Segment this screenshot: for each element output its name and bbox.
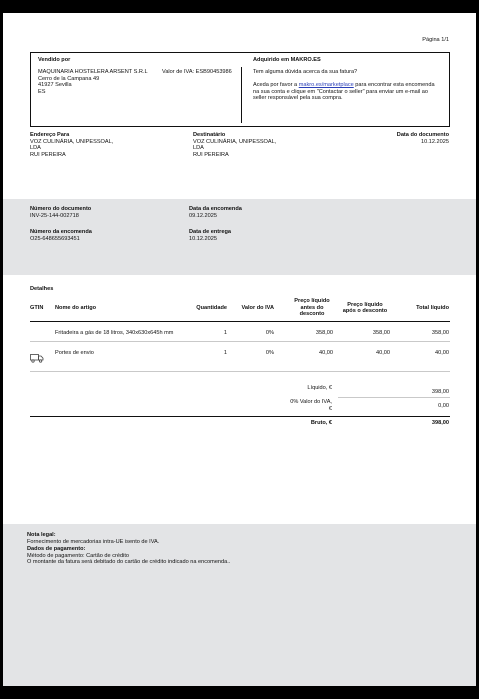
acquired-line3: seller responsável pela sua compra. [253,95,343,101]
doc-date-value: 10.12.2025 [421,138,449,145]
box-divider [241,67,242,123]
row2-qty: 1 [223,350,227,356]
acquired-question: Tem alguma dúvida acerca da sua fatura? [253,69,358,75]
net-label: Líquido, € [307,385,332,391]
order-number-label: Número da encomenda [30,229,92,235]
row1-vat: 0% [265,330,274,336]
delivery-date: 10.12.2025 [189,235,217,242]
acquired-line1: Aceda por favor a makro.es/marketplace para encontrar esta encomenda [253,82,435,88]
row2-after: 40,00 [376,350,390,356]
row1-name: Fritadeira a gás de 18 litros, 340x630x645h mm [55,330,174,336]
payment-heading: Dados de pagamento: [27,546,86,552]
net-divider [338,397,450,398]
col-name: Nome do artigo [55,305,97,311]
seller-city: 41927 Sevilla [38,82,72,88]
row2-divider [30,371,450,372]
net-value: 398,00 [431,389,449,395]
row1-divider [30,341,450,342]
order-date: 09.12.2025 [189,212,217,219]
col-gtin: GTIN [30,305,44,311]
row2-vat: 0% [265,350,274,356]
totals-rule [30,416,450,417]
legal-text: Fornecimento de mercadorias intra-UE isento de IVA. [27,538,160,545]
billing-line2: LDA [30,145,41,151]
seller-heading: Vendido por [38,57,71,63]
legal-heading: Nota legal: [27,532,56,538]
acquired-heading: Adquirido em MAKRO.ES [253,57,321,63]
table-header-rule [30,321,450,322]
billing-line1: VOZ CULINÁRIA, UNIPESSOAL, [30,138,114,145]
marketplace-link[interactable]: makro.es/marketplace [298,82,354,88]
row2-total: 40,00 [435,350,449,356]
row1-total: 358,00 [431,330,449,336]
col-after-1: Preço líquido [347,301,383,308]
seller-vat: Valor de IVA: ESB90453986 [162,69,232,75]
truck-icon [30,350,44,360]
col-qty: Quantidade [196,305,227,311]
vat-value: 0,00 [438,403,449,409]
invoice-page [3,13,476,686]
page-number: Página 1/1 [422,37,449,43]
payment-method: Método de pagamento: Cartão de crédito [27,552,129,559]
col-before-3: desconto [299,311,325,317]
seller-box [30,52,450,127]
billing-line3: RUI PEREIRA [30,151,66,158]
col-vat: Valor do IVA [241,305,274,311]
col-after-2: após o desconto [342,308,388,314]
order-number: O25-648655693451 [30,235,80,242]
row1-qty: 1 [223,330,227,336]
recipient-line3: RUI PEREIRA [193,151,229,158]
vat-label-2: € [328,405,332,412]
gross-value: 398,00 [431,420,449,426]
col-total: Total líquido [416,305,449,311]
row1-before: 358,00 [315,330,333,336]
doc-number-label: Número do documento [30,206,92,212]
seller-name: MAQUINARIA HOSTELERA ARSENT S.R.L [38,69,148,75]
footer-band [3,524,476,686]
doc-number: INV-25-144-002718 [30,212,79,219]
acquired-line2: na sua conta e clique em "Contactar o seller" para enviar um e-mail ao [253,88,428,95]
recipient-line2: LDA [193,145,204,151]
payment-note: O montante da fatura será debitado do cartão de crédito indicado na encomenda.. [27,559,231,565]
row2-before: 40,00 [319,350,333,356]
details-title: Detalhes [30,286,54,292]
doc-date-label: Data do documento [396,132,449,138]
seller-street: Cerro de la Campana 49 [38,75,100,82]
delivery-date-label: Data de entrega [189,229,231,235]
row1-after: 358,00 [372,330,390,336]
gross-label: Bruto, € [310,420,332,426]
col-before-2: antes do [300,304,324,311]
document-info-band [3,199,476,275]
recipient-line1: VOZ CULINÁRIA, UNIPESSOAL, [193,138,277,145]
billing-heading: Endereço Para [30,132,70,138]
col-before-1: Preço líquido [294,298,330,304]
vat-label-1: 0% Valor do IVA, [290,399,332,405]
row2-name: Portes de envio [55,350,94,356]
order-date-label: Data da encomenda [189,206,242,212]
seller-country: ES [38,88,46,95]
recipient-heading: Destinatário [193,132,226,138]
